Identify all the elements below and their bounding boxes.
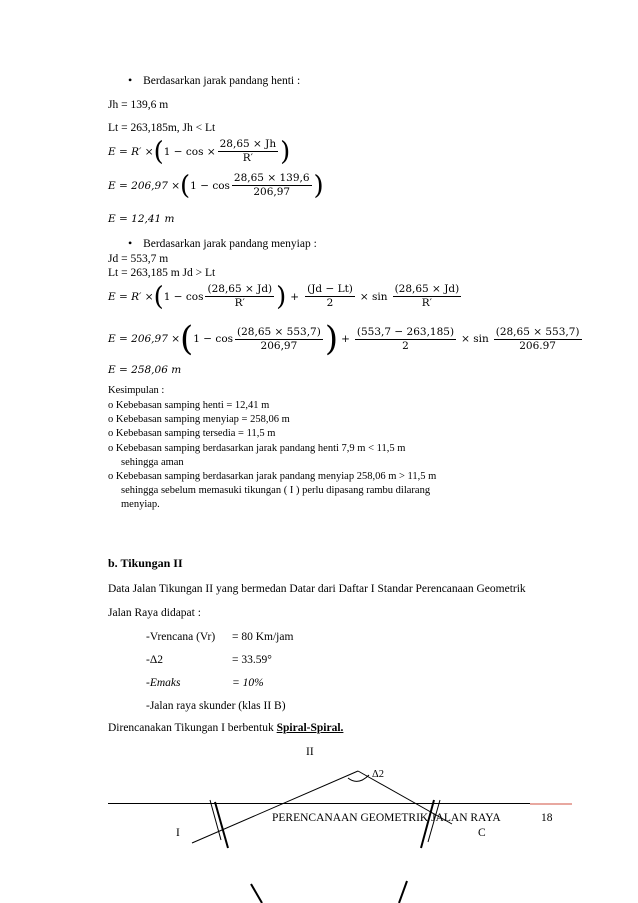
bullet-menyiap [128, 236, 317, 251]
equation-3: E = 12,41 m [108, 213, 175, 225]
eq4-sin: × sin [359, 290, 388, 303]
eq1-fraction: $\frac{28,65 \times Jh}{R'}$ [219, 138, 277, 164]
kesimpulan-item: o Kebebasan samping henti = 12,41 m [108, 400, 270, 411]
data-item-value: = 10% [232, 677, 264, 689]
jd-value: Jd = 553,7 m [108, 253, 169, 265]
equation-4: E = R′ × ( 1 − cos $\frac{(28,65 \times Jd)}{R'}$ ) + $\frac{(Jd - Lt)}{2}$ × sin $\frac{(28,65 \times Jd)}{R'}$ [108, 281, 460, 312]
eq4-plus: + [290, 290, 300, 303]
section-b-para-1: Data Jalan Tikungan II yang bermedan Datar dari Daftar I Standar Perencanaan Geometrik [108, 583, 526, 595]
eq2-cos: 1 − cos [190, 179, 230, 192]
eq5-fraction-1: $\frac{(28,65 \times 553,7)}{206,97}$ [237, 325, 321, 352]
eq5-fraction-2: $\frac{(553,7 - 263,185)}{2}$ [356, 325, 455, 352]
eq4-cos: 1 − cos [163, 290, 204, 303]
data-item-value: = 33.59° [232, 654, 272, 666]
direncanakan-bold: Spiral-Spiral. [276, 722, 344, 734]
diagram-label-delta: Δ2 [372, 769, 385, 780]
kesimpulan-item: o Kebebasan samping menyiap = 258,06 m [108, 414, 290, 425]
bullet-menyiap-text: Berdasarkan jarak pandang menyiap : [143, 238, 317, 250]
diagram-label-C: C [478, 827, 486, 839]
lt-menyiap: Lt = 263,185 m Jd > Lt [108, 267, 216, 279]
section-b-heading: b. Tikungan II [108, 556, 183, 570]
eq1-cos: 1 − cos × [163, 145, 216, 158]
direncanakan-line [108, 721, 343, 735]
kesimpulan-item: o Kebebasan samping tersedia = 11,5 m [108, 428, 276, 439]
kesimpulan-item: menyiap. [121, 499, 160, 510]
equation-6: E = 258,06 m [108, 364, 182, 376]
kesimpulan-item: sehingga aman [121, 457, 184, 468]
station-marker-bottom-left [251, 884, 262, 903]
jh-value: Jh = 139,6 m [108, 99, 169, 111]
eq5-sin: × sin [461, 333, 489, 345]
eq2-fraction: $\frac{28,65 \times 139,6}{206,97}$ [233, 172, 310, 198]
eq5-lhs: E = 206,97 × [108, 333, 181, 345]
bullet-henti-text: Berdasarkan jarak pandang henti : [143, 75, 301, 87]
footer-accent-rule [530, 803, 572, 805]
eq5-plus: + [341, 333, 350, 345]
lt-henti: Lt = 263,185m, Jh < Lt [108, 122, 216, 134]
direncanakan-prefix: Direncanakan Tikungan I berbentuk [108, 722, 277, 734]
bullet-henti [128, 73, 300, 88]
eq4-lhs: E = R′ × [108, 290, 154, 303]
bullet-icon: • [128, 236, 133, 250]
kesimpulan-item: sehingga sebelum memasuki tikungan ( I ) perlu dipasang rambu dilarang [121, 485, 431, 496]
data-item-label: -Vrencana (Vr) [146, 631, 216, 643]
data-item-value: = 80 Km/jam [232, 631, 294, 643]
kesimpulan-item: o Kebebasan samping berdasarkan jarak pandang henti 7,9 m < 11,5 m [108, 443, 406, 454]
kesimpulan-item: o Kebebasan samping berdasarkan jarak pandang menyiap 258,06 m > 11,5 m [108, 471, 437, 482]
diagram-label-I: I [176, 827, 180, 839]
kesimpulan-title: Kesimpulan : [108, 385, 165, 396]
page-number: 18 [541, 812, 553, 824]
equation-2: E = 206,97 × ( 1 − cos $\frac{28,65 \times 139,6}{206,97}$ ) [108, 170, 324, 201]
data-item-label: -Δ2 [146, 654, 163, 666]
bullet-icon: • [128, 73, 133, 87]
eq4-fraction-1: $\frac{(28,65 \times Jd)}{R'}$ [207, 283, 273, 309]
eq4-fraction-2: $\frac{(Jd - Lt)}{2}$ [307, 283, 353, 309]
diagram-label-II: II [306, 746, 314, 758]
section-b-para-2: Jalan Raya didapat : [108, 607, 201, 619]
eq5-cos: 1 − cos [193, 333, 234, 345]
data-item-label: -Jalan raya skunder (klas II B) [146, 700, 286, 712]
footer-rule [108, 803, 536, 804]
data-item-label: -Emaks [146, 677, 181, 689]
eq1-lhs: E = R′ × [108, 145, 154, 158]
equation-1: E = R′ × ( 1 − cos × $\frac{28,65 \times Jh}{R'}$ ) [108, 136, 291, 167]
footer-title: PERENCANAAN GEOMETRIK JALAN RAYA [272, 812, 501, 824]
eq5-fraction-3: $\frac{(28,65 \times 553,7)}{206.97}$ [495, 325, 580, 352]
eq4-fraction-3: $\frac{(28,65 \times Jd)}{R'}$ [394, 283, 460, 309]
equation-5: E = 206,97 × ( 1 − cos $\frac{(28,65 \times 553,7)}{206,97}$ ) + $\frac{(553,7 - 263,185)}{2}$ × sin $\frac{(28,65 \times 553,7)}{206.97}$ [108, 319, 580, 359]
eq2-lhs: E = 206,97 × [108, 179, 181, 192]
station-marker-bottom-right [399, 881, 407, 903]
